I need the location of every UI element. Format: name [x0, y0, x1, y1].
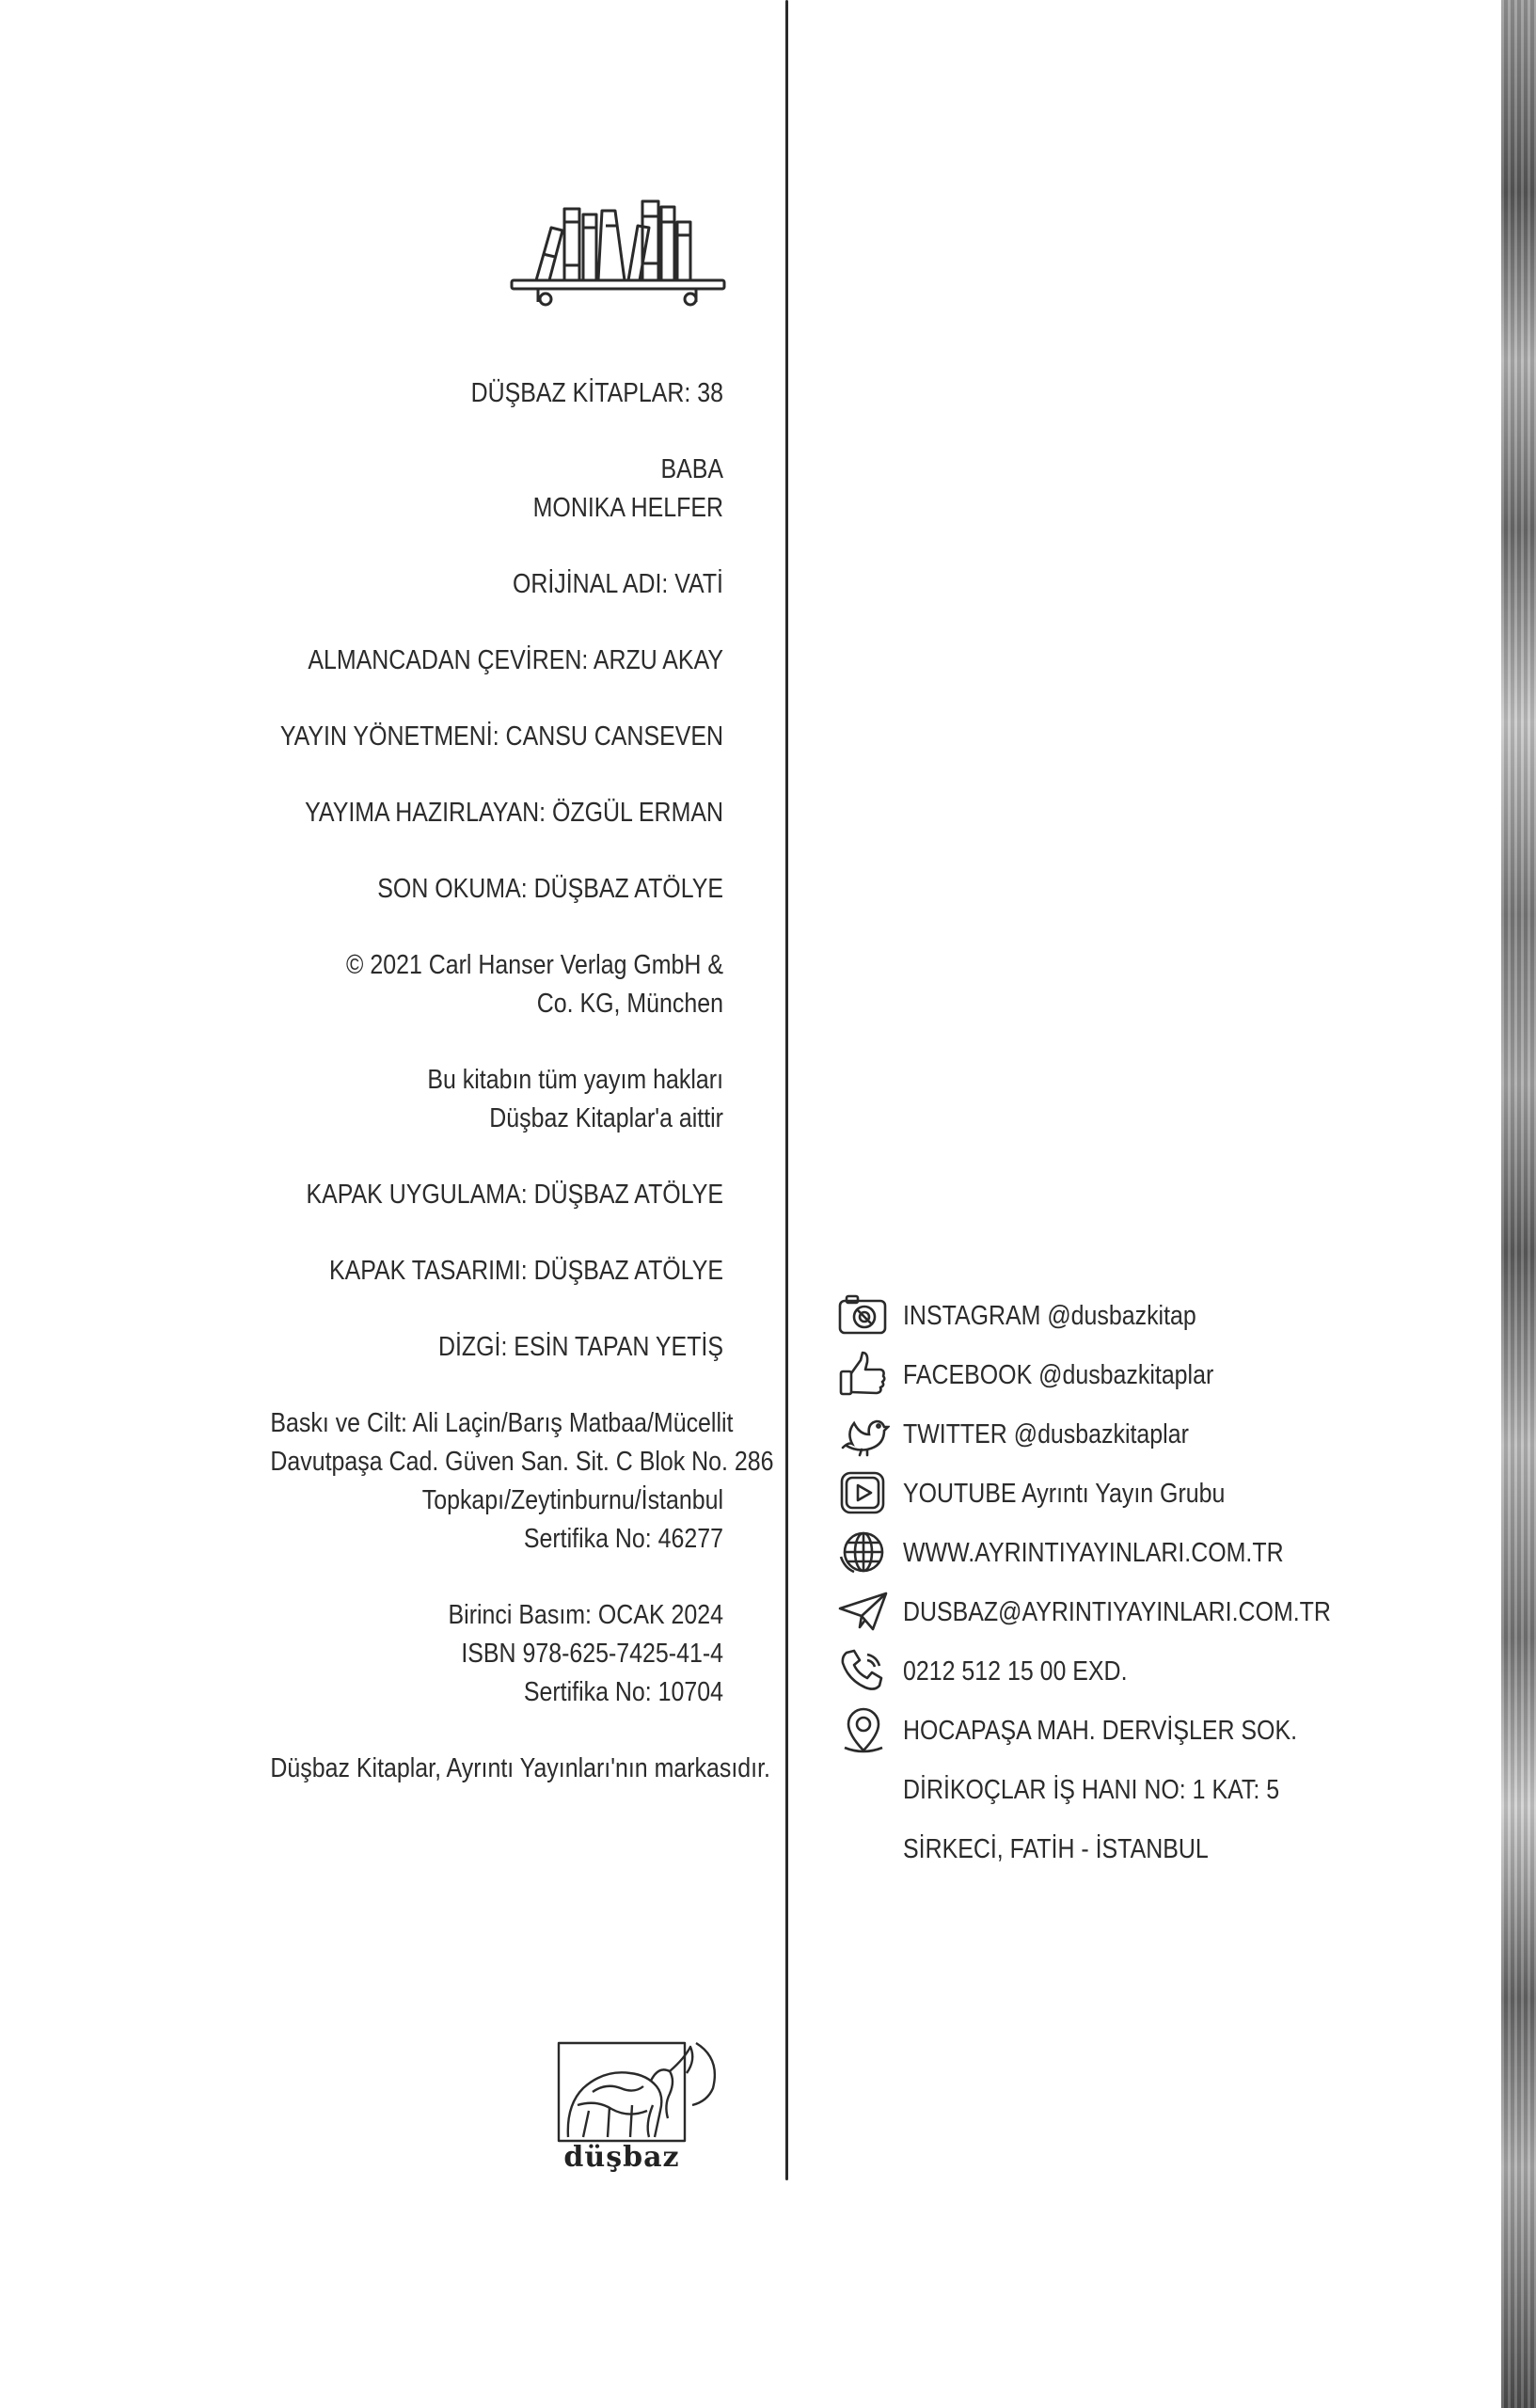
cover-edge-photo	[1501, 0, 1536, 2408]
series-number: DÜŞBAZ KİTAPLAR: 38	[470, 378, 723, 408]
edition-info: Birinci Basım: OCAK 2024 ISBN 978-625-7425-41-4 Sertifika No: 10704	[448, 1600, 723, 1707]
bird-icon	[837, 1410, 894, 1461]
paper-plane-icon	[837, 1588, 894, 1639]
proofreading: SON OKUMA: DÜŞBAZ ATÖLYE	[377, 874, 723, 904]
title-author	[270, 451, 723, 528]
contact-instagram[interactable]: INSTAGRAM @dusbazkitap	[837, 1287, 1496, 1346]
cover-design: KAPAK TASARIMI: DÜŞBAZ ATÖLYE	[328, 1256, 723, 1286]
book-title: BABA	[660, 454, 723, 484]
publishing-director: YAYIN YÖNETMENİ: CANSU CANSEVEN	[279, 721, 723, 752]
location-pin-icon	[837, 1706, 894, 1757]
contact-address-line-2: DİRİKOÇLAR İŞ HANI NO: 1 KAT: 5	[903, 1775, 1280, 1805]
contact-list	[837, 1287, 1496, 1879]
phone-icon	[837, 1647, 894, 1698]
contact-youtube[interactable]: YOUTUBE Ayrıntı Yayın Grubu	[837, 1465, 1496, 1524]
contact-phone[interactable]: 0212 512 15 00 EXD.	[837, 1642, 1496, 1702]
translator: ALMANCADAN ÇEVİREN: ARZU AKAY	[308, 645, 723, 675]
bookshelf-icon	[508, 188, 729, 310]
play-icon	[837, 1469, 894, 1520]
original-title: ORİJİNAL ADI: VATİ	[512, 569, 723, 599]
printing-info: Baskı ve Cilt: Ali Laçin/Barış Matbaa/Mücellit Davutpaşa Cad. Güven San. Sit. C Blok No. 286 Topkapı/Zeytinburnu/İstanbul Sertifika No: 46277	[270, 1408, 774, 1554]
brand-notice: Düşbaz Kitaplar, Ayrıntı Yayınları'nın markasıdır.	[270, 1753, 770, 1783]
column-divider	[785, 0, 788, 2180]
cover-application: KAPAK UYGULAMA: DÜŞBAZ ATÖLYE	[306, 1180, 723, 1210]
credits-column	[270, 374, 774, 1826]
thumbs-up-icon	[837, 1351, 894, 1402]
copyright-notice: © 2021 Carl Hanser Verlag GmbH & Co. KG, München	[346, 950, 723, 1019]
camera-icon	[837, 1291, 894, 1342]
contact-twitter[interactable]: TWITTER @dusbazkitaplar	[837, 1405, 1496, 1465]
typesetting: DİZGİ: ESİN TAPAN YETİŞ	[437, 1332, 723, 1362]
book-author: MONIKA HELFER	[532, 493, 723, 523]
contact-email[interactable]: DUSBAZ@AYRINTIYAYINLARI.COM.TR	[837, 1583, 1496, 1642]
rights-notice: Bu kitabın tüm yayım hakları Düşbaz Kitaplar'a aittir	[427, 1065, 723, 1133]
contact-website[interactable]: WWW.AYRINTIYAYINLARI.COM.TR	[837, 1524, 1496, 1583]
logo-wordmark: düşbaz	[563, 2141, 680, 2174]
globe-icon	[837, 1529, 894, 1579]
editor: YAYIMA HAZIRLAYAN: ÖZGÜL ERMAN	[305, 798, 723, 828]
contact-address-line-3: SİRKECİ, FATİH - İSTANBUL	[903, 1834, 1209, 1864]
contact-facebook[interactable]: FACEBOOK @dusbazkitaplar	[837, 1346, 1496, 1405]
contact-address-line-1: HOCAPAŞA MAH. DERVİŞLER SOK.	[837, 1702, 1496, 1761]
